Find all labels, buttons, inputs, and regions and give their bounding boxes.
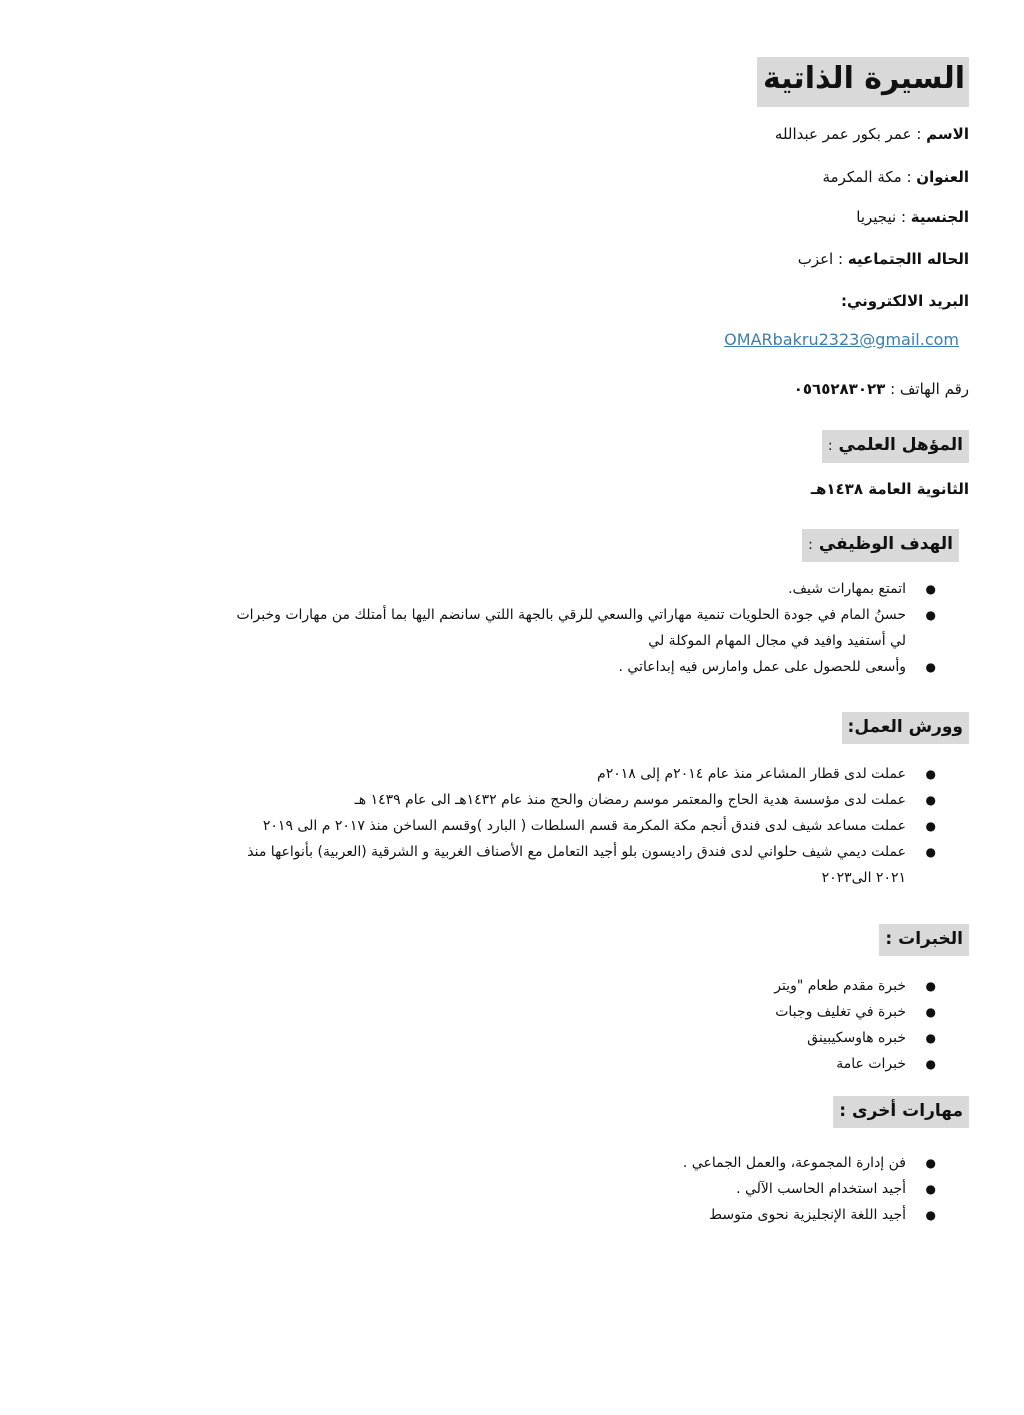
bullet-icon: ● <box>925 1182 936 1196</box>
nationality-field <box>856 206 969 228</box>
bullet-icon: ● <box>925 845 936 859</box>
list-item <box>247 813 936 839</box>
bullet-icon: ● <box>925 979 936 993</box>
bullet-icon: ● <box>925 819 936 833</box>
bullet-icon: ● <box>925 582 936 596</box>
list-item-text: حسنُ المام في جودة الحلويات تنمية مهاراتي والسعي للرقي بالجهة اللتي سانضم اليها بما أمتلك من مهارات وخبرات <box>236 607 906 623</box>
list-item <box>236 602 936 654</box>
phone-label: رقم الهاتف : <box>890 380 969 398</box>
marital-status-label: الحاله االجتماعيه <box>847 250 969 268</box>
qualification-value: الثانوية العامة ١٤٣٨هـ <box>810 480 969 498</box>
qualification-heading-text: المؤهل العلمي <box>838 435 963 455</box>
email-link[interactable]: OMARbakru2323@gmail.com <box>724 330 959 349</box>
list-item <box>683 1202 936 1228</box>
bullet-icon: ● <box>925 660 936 674</box>
experience-list <box>774 973 936 1077</box>
objective-heading <box>802 529 959 562</box>
list-item <box>247 787 936 813</box>
name-value: : عمر بكور عمر عبدالله <box>774 125 922 143</box>
nationality-value: : نيجيريا <box>856 208 907 226</box>
list-item-text: خبره هاوسكيبينق <box>807 1030 906 1046</box>
list-item-text: خبرة في تغليف وجبات <box>775 1004 906 1020</box>
list-item <box>774 1025 936 1051</box>
list-item <box>236 654 936 680</box>
phone-field <box>794 378 969 400</box>
list-item-text-cont: ٢٠٢١ الى٢٠٢٣ <box>821 870 906 886</box>
experience-heading <box>879 924 969 956</box>
list-item-text: فن إدارة المجموعة، والعمل الجماعي . <box>682 1155 906 1171</box>
list-item <box>247 839 936 891</box>
list-item-text: عملت ديمي شيف حلواني لدى فندق راديسون بلو أجيد التعامل مع الأصناف الغربية و الشرقية (العربية) بأنواعها منذ <box>247 844 906 860</box>
list-item-text: خبرات عامة <box>836 1056 906 1072</box>
name-field <box>775 123 969 145</box>
list-item-text: عملت مساعد شيف لدى فندق أنجم مكة المكرمة قسم السلطات ( البارد )وقسم الساخن منذ ٢٠١٧ م الى ٢٠١٩ <box>262 818 906 834</box>
objective-colon: : <box>808 537 813 553</box>
list-item <box>247 761 936 787</box>
list-item <box>774 1051 936 1077</box>
bullet-icon: ● <box>925 1031 936 1045</box>
skills-heading-text: مهارات أخرى : <box>839 1101 963 1121</box>
workshops-heading <box>842 712 969 744</box>
objective-heading-text: الهدف الوظيفي <box>818 534 953 554</box>
bullet-icon: ● <box>925 1208 936 1222</box>
skills-list <box>682 1150 936 1228</box>
qualification-heading <box>822 430 969 463</box>
list-item <box>774 973 936 999</box>
list-item-text: عملت لدى مؤسسة هدية الحاج والمعتمر موسم رمضان والحج منذ عام ١٤٣٢هـ الى عام ١٤٣٩ هـ <box>354 792 906 808</box>
bullet-icon: ● <box>925 767 936 781</box>
bullet-icon: ● <box>925 793 936 807</box>
bullet-icon: ● <box>925 1156 936 1170</box>
list-item-text: أجيد استخدام الحاسب الآلي . <box>736 1181 906 1197</box>
address-value: : مكة المكرمة <box>822 168 912 186</box>
marital-status-value: : اعزب <box>797 250 844 268</box>
qualification-colon: : <box>827 438 833 454</box>
list-item <box>683 1176 936 1202</box>
list-item-text: وأسعى للحصول على عمل وامارس فيه إبداعاتي . <box>618 659 906 675</box>
list-item <box>236 576 936 602</box>
skills-heading <box>833 1096 969 1128</box>
name-label: الاسم <box>926 125 969 143</box>
bullet-icon: ● <box>925 1057 936 1071</box>
email-field <box>841 290 969 312</box>
email-label: البريد الالكتروني: <box>841 292 969 310</box>
list-item <box>774 999 936 1025</box>
address-label: العنوان <box>916 168 969 186</box>
nationality-label: الجنسية <box>910 208 969 226</box>
list-item-text: أجيد اللغة الإنجليزية نحوى متوسط <box>709 1207 906 1223</box>
list-item-text: عملت لدى قطار المشاعر منذ عام ٢٠١٤م إلى ٢٠١٨م <box>597 766 906 782</box>
workshops-heading-text: وورش العمل: <box>847 717 963 737</box>
bullet-icon: ● <box>925 1005 936 1019</box>
phone-value: ٠٥٦٥٢٨٣٠٢٣ <box>793 380 886 398</box>
marital-status-field <box>798 248 969 270</box>
list-item-text: خبرة مقدم طعام "ويتر <box>774 978 906 994</box>
list-item <box>682 1150 936 1176</box>
objective-list <box>236 576 936 680</box>
experience-heading-text: الخبرات : <box>885 929 963 949</box>
address-field <box>823 166 970 188</box>
workshops-list <box>247 761 936 891</box>
bullet-icon: ● <box>925 608 936 622</box>
list-item-text: اتمتع بمهارات شيف. <box>788 581 906 597</box>
page-title: السيرة الذاتية <box>757 57 969 107</box>
list-item-text-cont: لي أستفيد وافيد في مجال المهام الموكلة لي <box>648 633 906 649</box>
